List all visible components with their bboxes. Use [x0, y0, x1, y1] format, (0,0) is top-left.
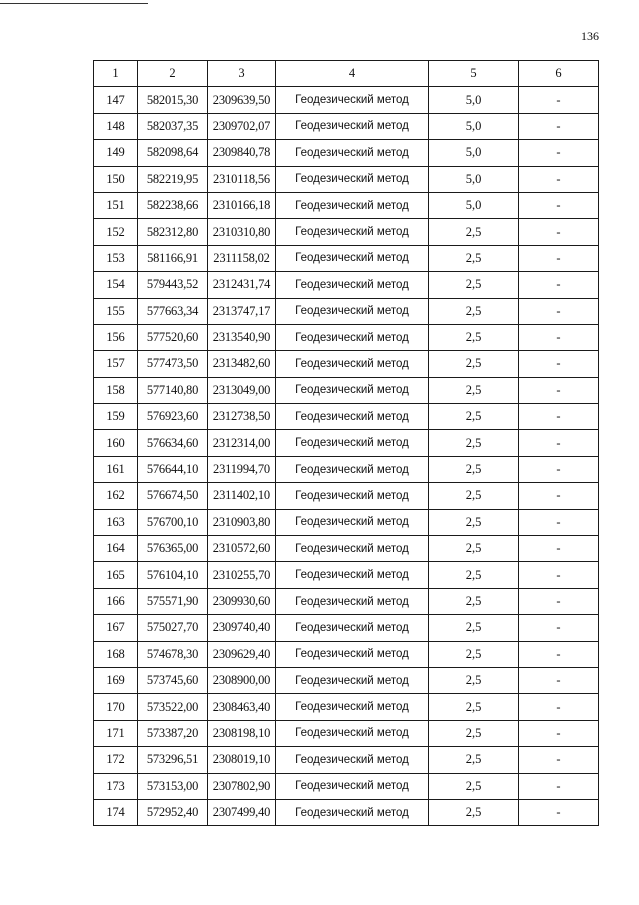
y-coordinate-cell: 2309740,40: [208, 615, 276, 641]
accuracy-cell: 2,5: [429, 536, 519, 562]
point-number-cell: 160: [94, 430, 138, 456]
y-coordinate-cell: 2311402,10: [208, 483, 276, 509]
table-row: [94, 747, 599, 773]
x-coordinate-cell: 582037,35: [138, 113, 208, 139]
table-row: [94, 667, 599, 693]
y-coordinate-cell: 2310166,18: [208, 192, 276, 218]
accuracy-cell: 2,5: [429, 615, 519, 641]
x-coordinate-cell: 572952,40: [138, 799, 208, 825]
method-cell: Геодезический метод: [276, 113, 429, 139]
note-cell: -: [519, 272, 599, 298]
method-cell: Геодезический метод: [276, 140, 429, 166]
note-cell: -: [519, 219, 599, 245]
x-coordinate-cell: 573153,00: [138, 773, 208, 799]
point-number-cell: 157: [94, 351, 138, 377]
note-cell: -: [519, 430, 599, 456]
y-coordinate-cell: 2308198,10: [208, 720, 276, 746]
x-coordinate-cell: 582098,64: [138, 140, 208, 166]
x-coordinate-cell: 581166,91: [138, 245, 208, 271]
accuracy-cell: 2,5: [429, 377, 519, 403]
y-coordinate-cell: 2310903,80: [208, 509, 276, 535]
page-number: 136: [581, 29, 599, 43]
accuracy-cell: 2,5: [429, 272, 519, 298]
table-row: [94, 192, 599, 218]
table-row: [94, 298, 599, 324]
table-row: [94, 166, 599, 192]
table-row: [94, 483, 599, 509]
note-cell: -: [519, 747, 599, 773]
method-cell: Геодезический метод: [276, 245, 429, 271]
y-coordinate-cell: 2309840,78: [208, 140, 276, 166]
point-number-cell: 155: [94, 298, 138, 324]
y-coordinate-cell: 2313747,17: [208, 298, 276, 324]
note-cell: -: [519, 694, 599, 720]
y-coordinate-cell: 2310255,70: [208, 562, 276, 588]
x-coordinate-cell: 576674,50: [138, 483, 208, 509]
y-coordinate-cell: 2312738,50: [208, 404, 276, 430]
table-body: [94, 87, 599, 826]
y-coordinate-cell: 2308463,40: [208, 694, 276, 720]
table-row: [94, 562, 599, 588]
accuracy-cell: 2,5: [429, 245, 519, 271]
point-number-cell: 161: [94, 456, 138, 482]
accuracy-cell: 2,5: [429, 641, 519, 667]
x-coordinate-cell: 576700,10: [138, 509, 208, 535]
y-coordinate-cell: 2308019,10: [208, 747, 276, 773]
table-row: [94, 536, 599, 562]
point-number-cell: 153: [94, 245, 138, 271]
x-coordinate-cell: 576923,60: [138, 404, 208, 430]
column-header: 1: [94, 61, 138, 87]
table-row: [94, 113, 599, 139]
x-coordinate-cell: 576365,00: [138, 536, 208, 562]
note-cell: -: [519, 351, 599, 377]
point-number-cell: 166: [94, 588, 138, 614]
table-row: [94, 324, 599, 350]
accuracy-cell: 2,5: [429, 298, 519, 324]
table-row: [94, 773, 599, 799]
point-number-cell: 167: [94, 615, 138, 641]
accuracy-cell: 2,5: [429, 667, 519, 693]
point-number-cell: 171: [94, 720, 138, 746]
y-coordinate-cell: 2307802,90: [208, 773, 276, 799]
note-cell: -: [519, 87, 599, 113]
point-number-cell: 147: [94, 87, 138, 113]
accuracy-cell: 2,5: [429, 799, 519, 825]
method-cell: Геодезический метод: [276, 219, 429, 245]
point-number-cell: 172: [94, 747, 138, 773]
method-cell: Геодезический метод: [276, 747, 429, 773]
accuracy-cell: 5,0: [429, 192, 519, 218]
y-coordinate-cell: 2309639,50: [208, 87, 276, 113]
accuracy-cell: 2,5: [429, 773, 519, 799]
note-cell: -: [519, 536, 599, 562]
method-cell: Геодезический метод: [276, 799, 429, 825]
point-number-cell: 148: [94, 113, 138, 139]
y-coordinate-cell: 2313482,60: [208, 351, 276, 377]
y-coordinate-cell: 2309629,40: [208, 641, 276, 667]
x-coordinate-cell: 582015,30: [138, 87, 208, 113]
note-cell: -: [519, 588, 599, 614]
method-cell: Геодезический метод: [276, 483, 429, 509]
method-cell: Геодезический метод: [276, 667, 429, 693]
method-cell: Геодезический метод: [276, 298, 429, 324]
table-row: [94, 87, 599, 113]
x-coordinate-cell: 576634,60: [138, 430, 208, 456]
x-coordinate-cell: 577520,60: [138, 324, 208, 350]
note-cell: -: [519, 667, 599, 693]
x-coordinate-cell: 577473,50: [138, 351, 208, 377]
table-row: [94, 404, 599, 430]
method-cell: Геодезический метод: [276, 720, 429, 746]
accuracy-cell: 2,5: [429, 509, 519, 535]
method-cell: Геодезический метод: [276, 324, 429, 350]
note-cell: -: [519, 641, 599, 667]
method-cell: Геодезический метод: [276, 456, 429, 482]
table-row: [94, 720, 599, 746]
accuracy-cell: 2,5: [429, 720, 519, 746]
x-coordinate-cell: 579443,52: [138, 272, 208, 298]
y-coordinate-cell: 2312314,00: [208, 430, 276, 456]
method-cell: Геодезический метод: [276, 536, 429, 562]
accuracy-cell: 2,5: [429, 747, 519, 773]
point-number-cell: 152: [94, 219, 138, 245]
note-cell: -: [519, 377, 599, 403]
note-cell: -: [519, 324, 599, 350]
accuracy-cell: 2,5: [429, 324, 519, 350]
method-cell: Геодезический метод: [276, 430, 429, 456]
x-coordinate-cell: 582312,80: [138, 219, 208, 245]
accuracy-cell: 2,5: [429, 483, 519, 509]
x-coordinate-cell: 577140,80: [138, 377, 208, 403]
accuracy-cell: 2,5: [429, 430, 519, 456]
header-rule: [0, 3, 148, 4]
table-row: [94, 456, 599, 482]
note-cell: -: [519, 483, 599, 509]
y-coordinate-cell: 2307499,40: [208, 799, 276, 825]
point-number-cell: 168: [94, 641, 138, 667]
y-coordinate-cell: 2311158,02: [208, 245, 276, 271]
y-coordinate-cell: 2311994,70: [208, 456, 276, 482]
y-coordinate-cell: 2313049,00: [208, 377, 276, 403]
point-number-cell: 174: [94, 799, 138, 825]
note-cell: -: [519, 192, 599, 218]
y-coordinate-cell: 2310118,56: [208, 166, 276, 192]
point-number-cell: 164: [94, 536, 138, 562]
x-coordinate-cell: 576104,10: [138, 562, 208, 588]
y-coordinate-cell: 2310310,80: [208, 219, 276, 245]
y-coordinate-cell: 2309702,07: [208, 113, 276, 139]
note-cell: -: [519, 615, 599, 641]
point-number-cell: 162: [94, 483, 138, 509]
accuracy-cell: 2,5: [429, 694, 519, 720]
note-cell: -: [519, 113, 599, 139]
note-cell: -: [519, 720, 599, 746]
x-coordinate-cell: 575027,70: [138, 615, 208, 641]
method-cell: Геодезический метод: [276, 87, 429, 113]
column-header: 5: [429, 61, 519, 87]
method-cell: Геодезический метод: [276, 272, 429, 298]
x-coordinate-cell: 576644,10: [138, 456, 208, 482]
note-cell: -: [519, 166, 599, 192]
column-header: 2: [138, 61, 208, 87]
table-row: [94, 377, 599, 403]
accuracy-cell: 2,5: [429, 351, 519, 377]
note-cell: -: [519, 245, 599, 271]
accuracy-cell: 2,5: [429, 456, 519, 482]
table-row: [94, 509, 599, 535]
table-row: [94, 641, 599, 667]
method-cell: Геодезический метод: [276, 773, 429, 799]
x-coordinate-cell: 574678,30: [138, 641, 208, 667]
x-coordinate-cell: 573522,00: [138, 694, 208, 720]
point-number-cell: 163: [94, 509, 138, 535]
column-header: 6: [519, 61, 599, 87]
note-cell: -: [519, 404, 599, 430]
point-number-cell: 151: [94, 192, 138, 218]
y-coordinate-cell: 2310572,60: [208, 536, 276, 562]
x-coordinate-cell: 575571,90: [138, 588, 208, 614]
y-coordinate-cell: 2312431,74: [208, 272, 276, 298]
table-row: [94, 245, 599, 271]
table-row: [94, 615, 599, 641]
x-coordinate-cell: 573296,51: [138, 747, 208, 773]
table-row: [94, 272, 599, 298]
note-cell: -: [519, 562, 599, 588]
table-row: [94, 588, 599, 614]
method-cell: Геодезический метод: [276, 404, 429, 430]
method-cell: Геодезический метод: [276, 377, 429, 403]
method-cell: Геодезический метод: [276, 166, 429, 192]
table-row: [94, 430, 599, 456]
point-number-cell: 170: [94, 694, 138, 720]
method-cell: Геодезический метод: [276, 509, 429, 535]
method-cell: Геодезический метод: [276, 588, 429, 614]
point-number-cell: 150: [94, 166, 138, 192]
y-coordinate-cell: 2309930,60: [208, 588, 276, 614]
point-number-cell: 149: [94, 140, 138, 166]
accuracy-cell: 2,5: [429, 562, 519, 588]
note-cell: -: [519, 298, 599, 324]
table-row: [94, 799, 599, 825]
coordinates-table: [93, 60, 599, 826]
method-cell: Геодезический метод: [276, 694, 429, 720]
table-row: [94, 694, 599, 720]
header-row: [94, 61, 599, 87]
method-cell: Геодезический метод: [276, 351, 429, 377]
table-row: [94, 140, 599, 166]
method-cell: Геодезический метод: [276, 192, 429, 218]
x-coordinate-cell: 573745,60: [138, 667, 208, 693]
method-cell: Геодезический метод: [276, 562, 429, 588]
note-cell: -: [519, 773, 599, 799]
point-number-cell: 156: [94, 324, 138, 350]
x-coordinate-cell: 582238,66: [138, 192, 208, 218]
point-number-cell: 169: [94, 667, 138, 693]
y-coordinate-cell: 2308900,00: [208, 667, 276, 693]
y-coordinate-cell: 2313540,90: [208, 324, 276, 350]
note-cell: -: [519, 456, 599, 482]
accuracy-cell: 5,0: [429, 166, 519, 192]
accuracy-cell: 2,5: [429, 588, 519, 614]
method-cell: Геодезический метод: [276, 641, 429, 667]
column-header: 3: [208, 61, 276, 87]
point-number-cell: 154: [94, 272, 138, 298]
point-number-cell: 158: [94, 377, 138, 403]
method-cell: Геодезический метод: [276, 615, 429, 641]
accuracy-cell: 2,5: [429, 404, 519, 430]
point-number-cell: 173: [94, 773, 138, 799]
table-row: [94, 219, 599, 245]
column-header: 4: [276, 61, 429, 87]
note-cell: -: [519, 509, 599, 535]
point-number-cell: 165: [94, 562, 138, 588]
x-coordinate-cell: 582219,95: [138, 166, 208, 192]
point-number-cell: 159: [94, 404, 138, 430]
accuracy-cell: 5,0: [429, 87, 519, 113]
table-row: [94, 351, 599, 377]
note-cell: -: [519, 799, 599, 825]
x-coordinate-cell: 577663,34: [138, 298, 208, 324]
x-coordinate-cell: 573387,20: [138, 720, 208, 746]
accuracy-cell: 5,0: [429, 113, 519, 139]
note-cell: -: [519, 140, 599, 166]
accuracy-cell: 2,5: [429, 219, 519, 245]
accuracy-cell: 5,0: [429, 140, 519, 166]
